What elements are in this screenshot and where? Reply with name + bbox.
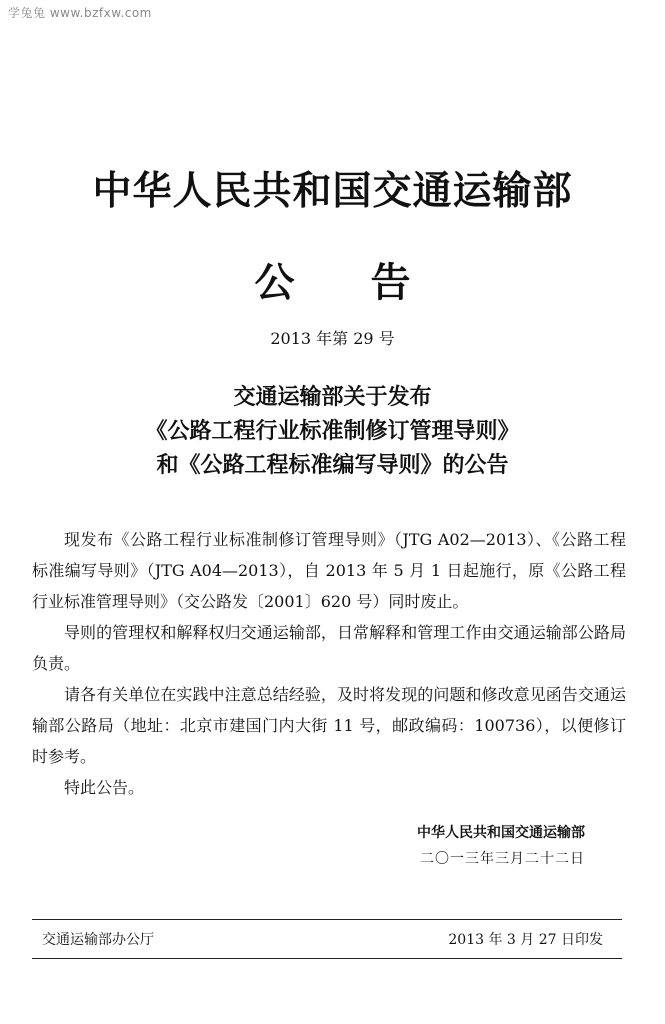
heading-line-3: 和《公路工程标准编写导则》的公告 (156, 452, 509, 478)
announcement-body (32, 524, 626, 803)
footer-office: 交通运输部办公厅 (42, 932, 154, 948)
footer-rule-top (32, 919, 622, 920)
heading-line-2: 《公路工程行业标准制修订管理导则》 (145, 418, 520, 444)
signature-block (417, 820, 585, 872)
issuer-title: 中华人民共和国交通运输部 (92, 168, 573, 214)
body-paragraph: 请各有关单位在实践中注意总结经验，及时将发现的问题和修改意见函告交通运输部公路局（地址：北京市建国门内大街 11 号，邮政编码：100736），以便修订时参考。 (32, 685, 626, 766)
signature-org: 中华人民共和国交通运输部 (417, 825, 585, 841)
body-paragraph: 现发布《公路工程行业标准制修订管理导则》（JTG A02—2013）、《公路工程标准编写导则》（JTG A04—2013），自 2013 年 5 月 1 日起施行，原《公路工程行业标准管理导则》（交公路发〔2001〕620 号）同时废止。 (32, 530, 626, 611)
heading-line-1: 交通运输部关于发布 (233, 384, 432, 410)
body-paragraph: 导则的管理权和解释权归交通运输部，日常解释和管理工作由交通运输部公路局负责。 (32, 623, 626, 673)
watermark: 学兔兔 www.bzfxw.com (8, 6, 152, 20)
document-type: 公告 (254, 259, 487, 306)
announcement-heading (0, 380, 665, 482)
footer-rule-bottom (32, 958, 622, 959)
body-paragraph: 特此公告。 (64, 778, 145, 797)
footer-print-date: 2013 年 3 月 27 日印发 (448, 932, 603, 948)
document-number: 2013 年第 29 号 (270, 329, 395, 348)
signature-date: 二〇一三年三月二十二日 (420, 851, 585, 867)
